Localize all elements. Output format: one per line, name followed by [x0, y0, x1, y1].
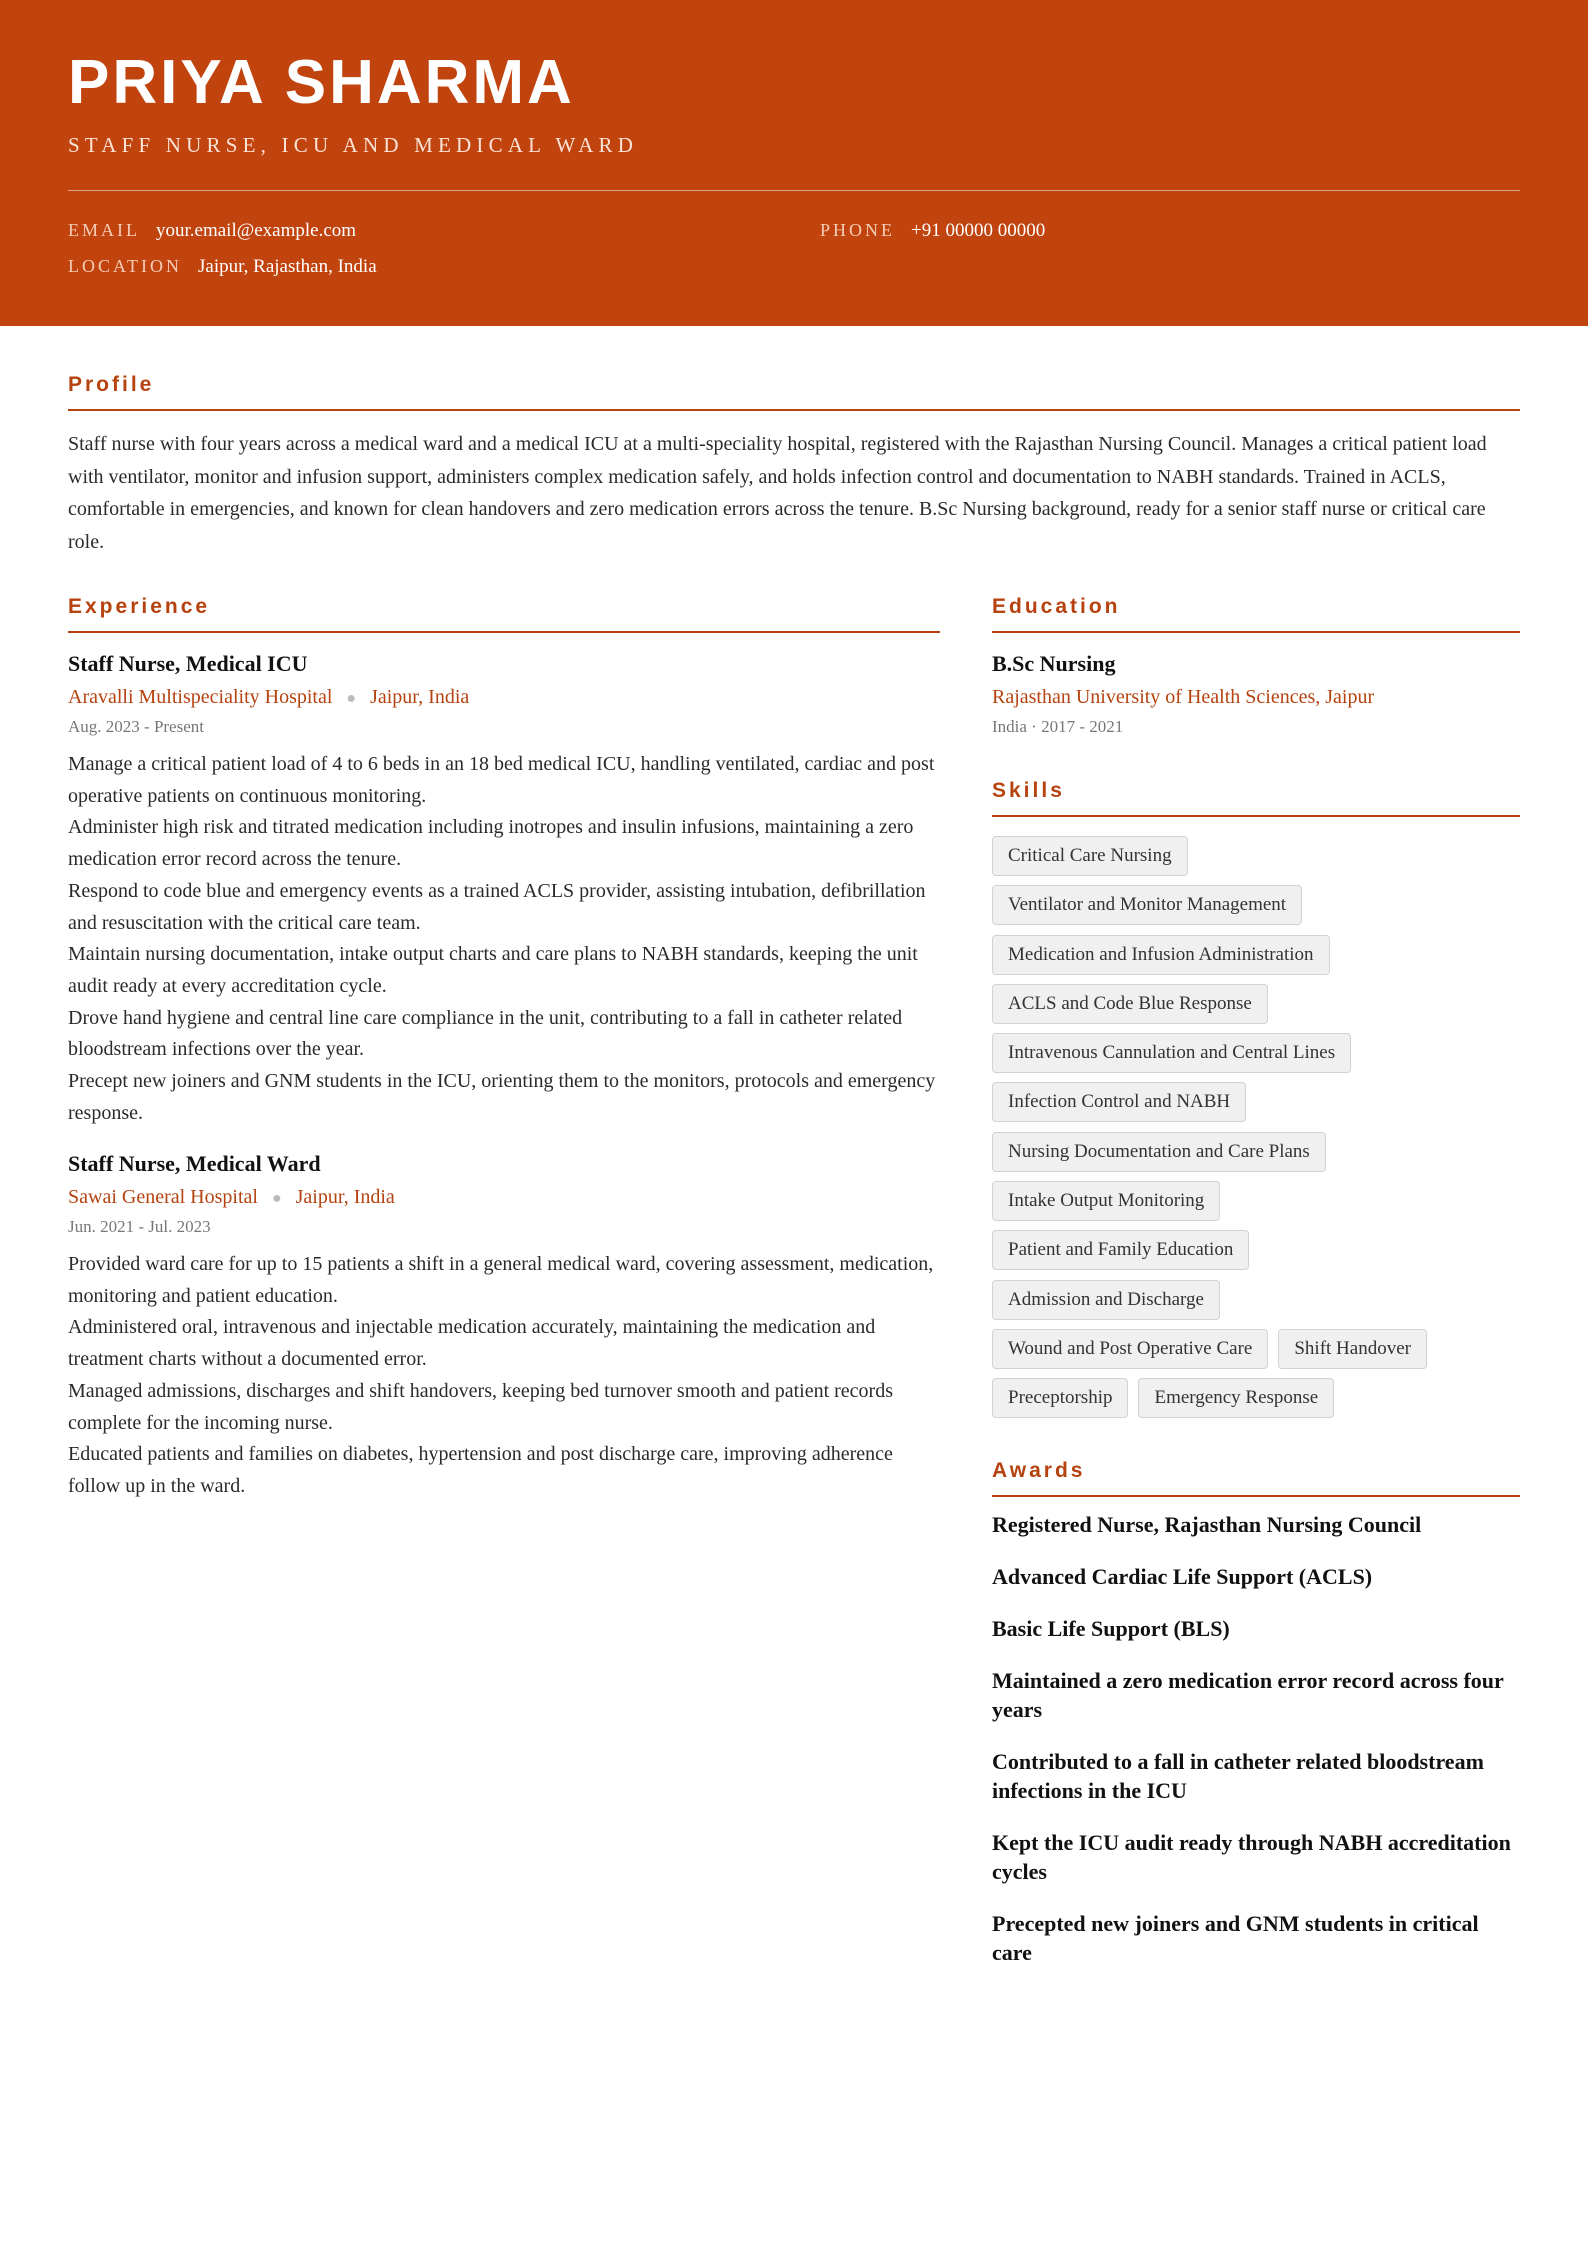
school: Rajasthan University of Health Sciences, Jaipur: [992, 686, 1375, 708]
education-meta: India · 2017 - 2021: [992, 717, 1124, 736]
skill-tag: Critical Care Nursing: [992, 836, 1188, 876]
job-location: Jaipur, India: [370, 686, 470, 708]
email-label: EMAIL: [68, 220, 140, 240]
skills-divider: [992, 815, 1520, 817]
award-item: Registered Nurse, Rajasthan Nursing Council: [992, 1512, 1422, 1537]
award-item: Advanced Cardiac Life Support (ACLS): [992, 1564, 1373, 1589]
skill-tag: ACLS and Code Blue Response: [992, 984, 1268, 1024]
job-organization: [68, 684, 469, 712]
separator-dot: ●: [346, 690, 357, 707]
job-location: Jaipur, India: [295, 1186, 395, 1208]
job-organization: [68, 1184, 395, 1212]
job-bullets: [68, 749, 948, 1129]
award-item: Kept the ICU audit ready through NABH accreditation cycles: [992, 1830, 1511, 1884]
contact-location: [68, 254, 377, 279]
email-value[interactable]: your.email@example.com: [156, 220, 357, 241]
contact-phone: [820, 218, 1045, 243]
job-bullet: Administered oral, intravenous and injectable medication accurately, maintaining the medication and treatment charts without a documented error.: [68, 1316, 876, 1371]
awards-divider: [992, 1495, 1520, 1497]
job-dates: Aug. 2023 - Present: [68, 717, 204, 736]
experience-divider: [68, 631, 940, 633]
skill-tag: Nursing Documentation and Care Plans: [992, 1132, 1326, 1172]
job-bullets: [68, 1249, 948, 1503]
profile-summary: Staff nurse with four years across a medical ward and a medical ICU at a multi-speciality hospital, registered with the Rajasthan Nursing Council. Manages a critical patient load with ventilator, monitor and infusion support, administers complex medication safely, and holds infection control and documentation to NABH standards. Trained in ACLS, comfortable in emergencies, and known for clean handovers and zero medication errors across the tenure. B.Sc Nursing background, ready for a senior staff nurse or critical care role.: [68, 433, 1487, 553]
skill-tag: Infection Control and NABH: [992, 1082, 1246, 1122]
skill-tag: Intake Output Monitoring: [992, 1181, 1220, 1221]
location-value: Jaipur, Rajasthan, India: [198, 256, 377, 277]
employer-name: Aravalli Multispeciality Hospital: [68, 686, 333, 708]
skill-tag: Intravenous Cannulation and Central Lines: [992, 1033, 1351, 1073]
job-dates: Jun. 2021 - Jul. 2023: [68, 1217, 211, 1236]
job-bullet: Manage a critical patient load of 4 to 6 beds in an 18 bed medical ICU, handling ventilated, cardiac and post operative patients on continuous monitoring.: [68, 753, 935, 807]
location-label: LOCATION: [68, 256, 182, 276]
job-bullet: Educated patients and families on diabetes, hypertension and post discharge care, improving adherence follow up in the ward.: [68, 1443, 893, 1497]
education-heading: Education: [992, 595, 1121, 618]
skill-tag: Emergency Response: [1138, 1378, 1334, 1418]
skills-heading: Skills: [992, 779, 1065, 802]
skill-tag: Ventilator and Monitor Management: [992, 885, 1302, 925]
job-bullet: Drove hand hygiene and central line care compliance in the unit, contributing to a fall in catheter related bloodstream infections over the year.: [68, 1006, 903, 1061]
job-bullet: Maintain nursing documentation, intake output charts and care plans to NABH standards, keeping the unit audit ready at every accreditation cycle.: [68, 943, 918, 997]
phone-label: PHONE: [820, 220, 896, 240]
employer-name: Sawai General Hospital: [68, 1186, 258, 1208]
award-item: Maintained a zero medication error record across four years: [992, 1668, 1504, 1722]
job-bullet: Provided ward care for up to 15 patients a shift in a general medical ward, covering assessment, medication, monitoring and patient education.: [68, 1253, 934, 1307]
degree: B.Sc Nursing: [992, 651, 1116, 676]
experience-heading: Experience: [68, 595, 211, 618]
header-divider: [68, 190, 1520, 191]
award-item: Basic Life Support (BLS): [992, 1616, 1230, 1641]
profile-divider: [68, 409, 1520, 411]
skill-tag: Admission and Discharge: [992, 1280, 1220, 1320]
award-item: Precepted new joiners and GNM students in critical care: [992, 1911, 1479, 1965]
job-title: Staff Nurse, Medical Ward: [68, 1151, 321, 1176]
skill-tag: Medication and Infusion Administration: [992, 935, 1330, 975]
profile-heading: Profile: [68, 373, 155, 396]
job-bullet: Administer high risk and titrated medication including inotropes and insulin infusions, maintaining a zero medication error record across the tenure.: [68, 816, 914, 871]
skills-list: [992, 836, 1522, 1428]
separator-dot: ●: [271, 1190, 282, 1207]
skill-tag: Shift Handover: [1278, 1329, 1427, 1369]
awards-list: [992, 1510, 1522, 1990]
resume-header: [0, 0, 1588, 326]
job-bullet: Precept new joiners and GNM students in the ICU, orienting them to the monitors, protocols and emergency response.: [68, 1070, 936, 1124]
education-divider: [992, 631, 1520, 633]
contact-email: [68, 218, 356, 243]
skill-tag: Wound and Post Operative Care: [992, 1329, 1268, 1369]
job-title: Staff Nurse, Medical ICU: [68, 651, 308, 676]
candidate-name: PRIYA SHARMA: [68, 48, 575, 117]
candidate-title: STAFF NURSE, ICU AND MEDICAL WARD: [68, 133, 639, 157]
phone-value[interactable]: +91 00000 00000: [911, 220, 1046, 241]
job-bullet: Managed admissions, discharges and shift handovers, keeping bed turnover smooth and patient records complete for the incoming nurse.: [68, 1379, 893, 1434]
skill-tag: Patient and Family Education: [992, 1230, 1249, 1270]
job-bullet: Respond to code blue and emergency events as a trained ACLS provider, assisting intubation, defibrillation and resuscitation with the critical care team.: [68, 879, 926, 934]
award-item: Contributed to a fall in catheter related bloodstream infections in the ICU: [992, 1749, 1484, 1803]
skill-tag: Preceptorship: [992, 1378, 1128, 1418]
awards-heading: Awards: [992, 1459, 1086, 1482]
